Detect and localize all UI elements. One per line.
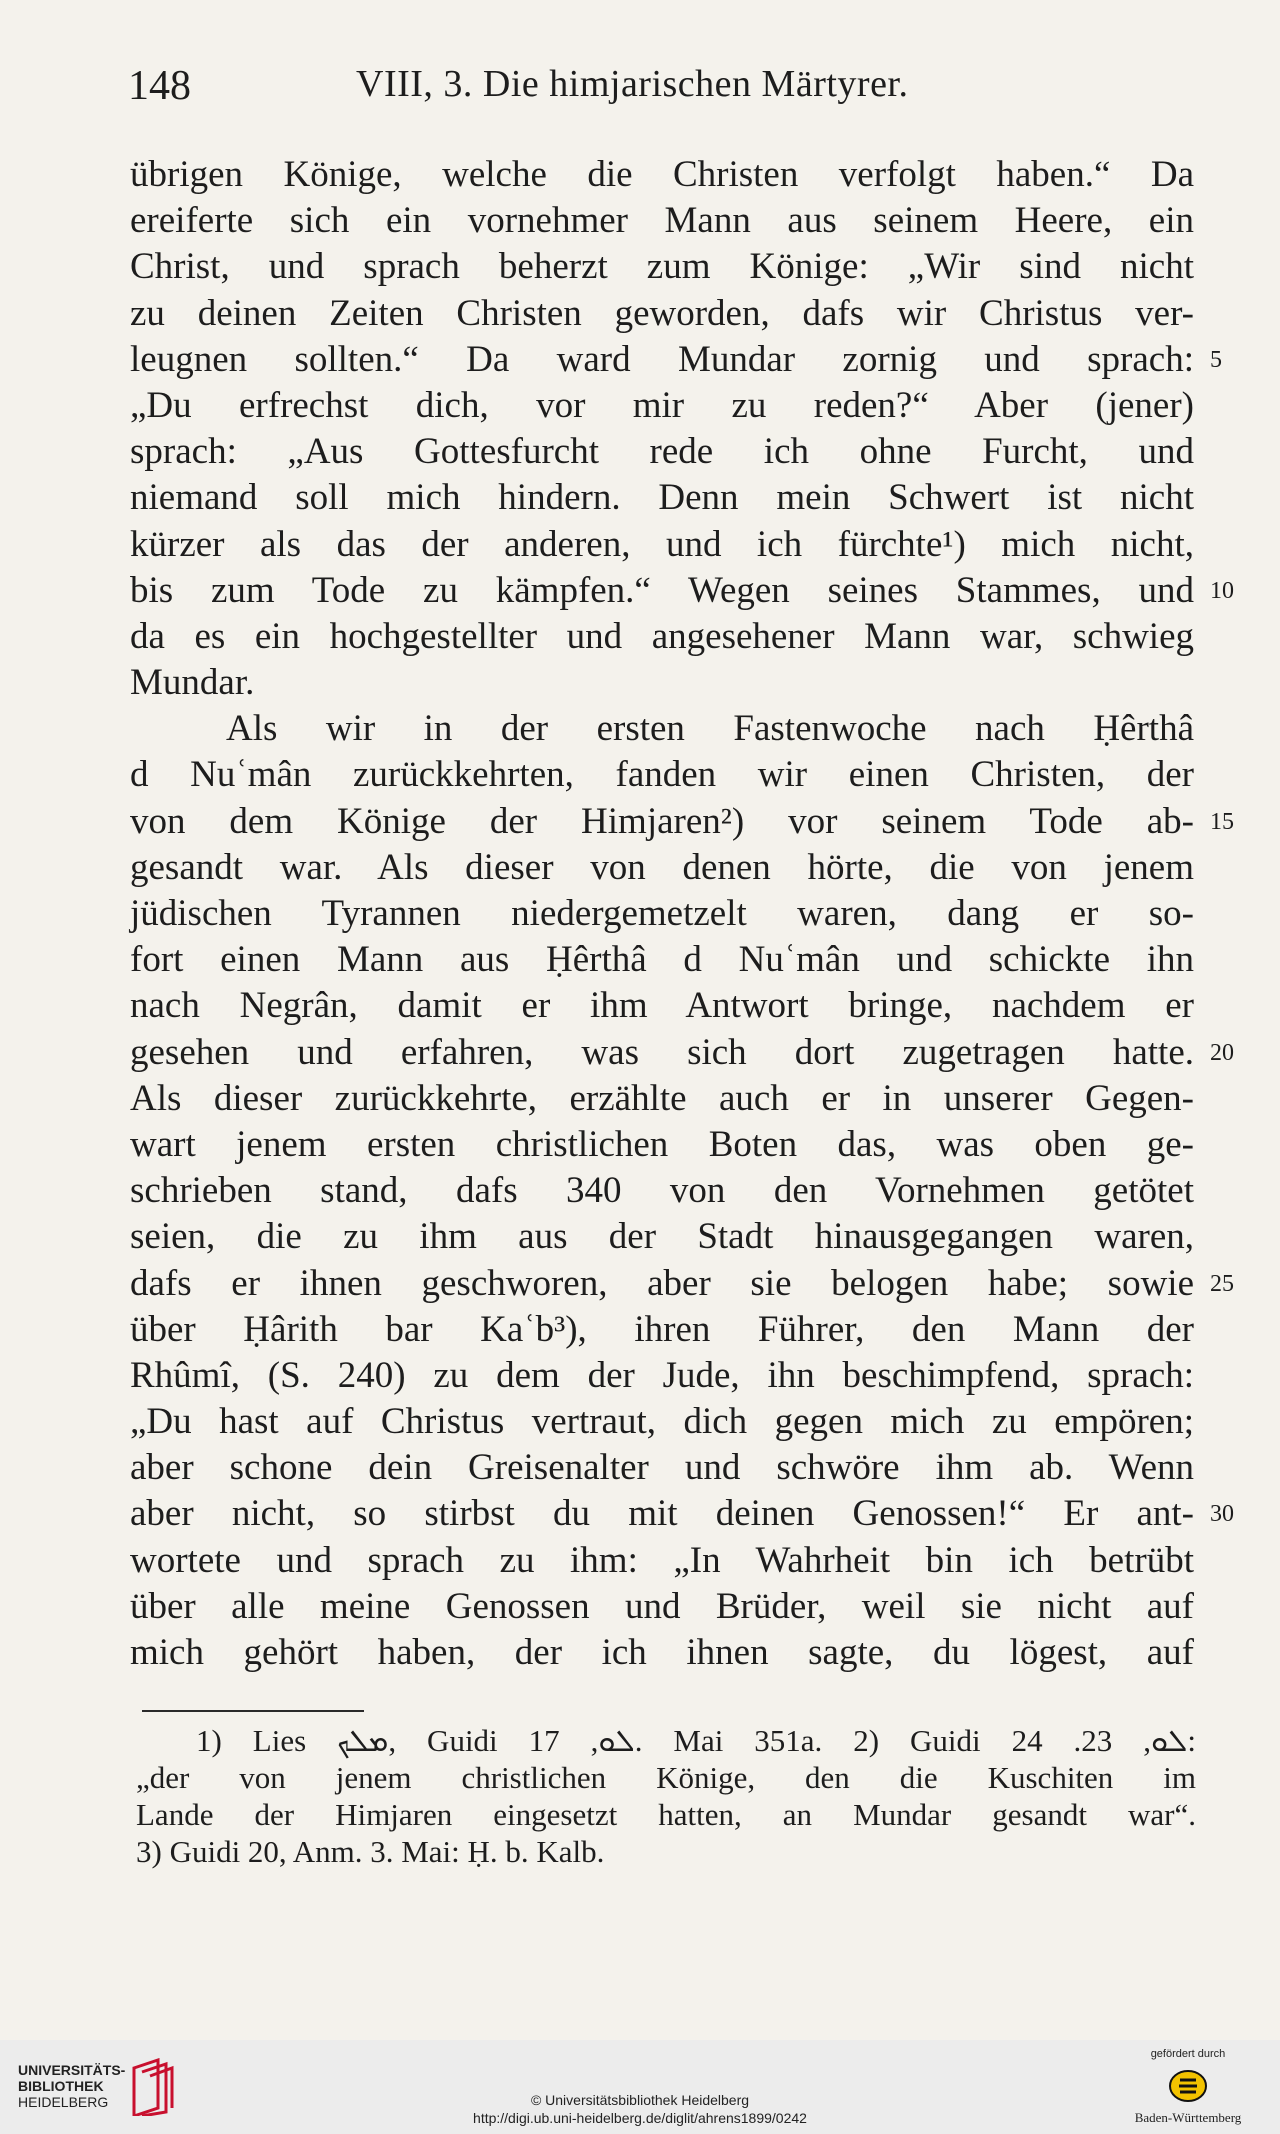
text-line xyxy=(130,152,1194,198)
text-line-content: fort einen Mann aus Ḥêrthâ d Nuʿmân und schickte ihn xyxy=(130,939,1194,981)
text-line xyxy=(130,660,1194,706)
text-line xyxy=(130,706,1194,752)
text-line xyxy=(130,198,1194,244)
text-line-content: mich gehört haben, der ich ihnen sagte, du lögest, auf xyxy=(130,1632,1194,1673)
text-line-content: Rhûmî, (S. 240) zu dem der Jude, ihn beschimpfend, sprach: xyxy=(130,1354,1194,1396)
footnote-line: Lande der Himjaren eingesetzt hatten, an Mundar gesandt war“. xyxy=(136,1797,1196,1832)
text-line xyxy=(130,1030,1234,1076)
footnote-line: „der von jenem christlichen Könige, den die Kuschiten im xyxy=(136,1760,1196,1795)
state-coat-of-arms-icon xyxy=(1168,2066,1208,2106)
text-line-content: leugnen sollten.“ Da ward Mundar zornig und sprach: xyxy=(130,338,1194,380)
text-line-content: gesandt war. Als dieser von denen hörte, die von jenem xyxy=(130,846,1194,888)
text-line xyxy=(130,1538,1194,1584)
text-line xyxy=(130,337,1222,383)
text-line xyxy=(130,522,1194,568)
text-line-content: aber schone dein Greisenalter und schwöre ihm ab. Wenn xyxy=(130,1447,1194,1489)
text-line xyxy=(130,1630,1194,1676)
text-line-content: dafs er ihnen geschworen, aber sie belogen habe; sowie xyxy=(130,1262,1194,1304)
digitization-footer xyxy=(0,2040,1280,2134)
text-line xyxy=(130,1307,1194,1353)
text-line-content: bis zum Tode zu kämpfen.“ Wegen seines Stammes, und xyxy=(130,569,1194,611)
permalink[interactable]: http://digi.ub.uni-heidelberg.de/diglit/ahrens1899/0242 xyxy=(473,2110,807,2126)
sponsor-name: Baden-Württemberg xyxy=(1134,2110,1242,2125)
text-line-content: seien, die zu ihm aus der Stadt hinausgegangen waren, xyxy=(130,1216,1194,1258)
text-line-content: zu deinen Zeiten Christen geworden, dafs wir Christus ver- xyxy=(130,292,1194,334)
text-line xyxy=(130,475,1194,521)
main-text xyxy=(130,152,1234,1676)
text-line xyxy=(130,383,1194,429)
footnote-line: 1) Lies ܡܠܟ, Guidi ܠܘ, 17. Mai 351a. 2) Guidi ܠܘ, 23. 24: xyxy=(196,1723,1196,1758)
text-line-content: aber nicht, so stirbst du mit deinen Genossen!“ Er ant- xyxy=(130,1493,1194,1535)
text-line xyxy=(130,937,1194,983)
footnote-line: 3) Guidi 20, Anm. 3. Mai: Ḥ. b. Kalb. xyxy=(136,1834,605,1869)
text-line-content: gesehen und erfahren, was sich dort zugetragen hatte. xyxy=(130,1031,1194,1073)
text-line-content: niemand soll mich hindern. Denn mein Schwert ist nicht xyxy=(130,477,1194,519)
text-line xyxy=(130,1168,1194,1214)
text-line xyxy=(130,1491,1234,1537)
text-line-content: Als dieser zurückkehrte, erzählte auch er in unserer Gegen- xyxy=(130,1077,1194,1119)
library-name-line3: HEIDELBERG xyxy=(18,2094,109,2110)
line-number: 20 xyxy=(1210,1039,1234,1066)
text-line xyxy=(130,891,1194,937)
text-line-content: wortete und sprach zu ihm: „In Wahrheit bin ich betrübt xyxy=(130,1539,1194,1581)
running-title: VIII, 3. Die himjarischen Märtyrer. xyxy=(356,63,909,105)
text-line xyxy=(130,1076,1194,1122)
text-line-content: Christ, und sprach beherzt zum Könige: „Wir sind nicht xyxy=(130,246,1194,288)
line-number: 25 xyxy=(1210,1270,1234,1297)
footnotes xyxy=(136,1722,1196,1870)
page-number: 148 xyxy=(128,63,191,109)
text-line-content: kürzer als das der anderen, und ich fürchte¹) mich nicht, xyxy=(130,523,1194,565)
text-line-content: nach Negrân, damit er ihm Antwort bringe, nachdem er xyxy=(130,985,1194,1027)
text-line xyxy=(130,1584,1194,1630)
text-line-content: schrieben stand, dafs 340 von den Vornehmen getötet xyxy=(130,1170,1194,1212)
text-line-content: über Ḥârith bar Kaʿb³), ihren Führer, den Mann der xyxy=(130,1308,1194,1350)
text-line-content: wart jenem ersten christlichen Boten das, was oben ge- xyxy=(130,1123,1194,1165)
line-number: 10 xyxy=(1210,577,1234,604)
text-line xyxy=(130,614,1194,660)
text-line-content: über alle meine Genossen und Brüder, weil sie nicht auf xyxy=(130,1585,1194,1627)
text-line xyxy=(130,1122,1194,1168)
copyright-notice: © Universitätsbibliothek Heidelberg xyxy=(530,2092,750,2108)
text-line xyxy=(130,291,1194,337)
text-line xyxy=(130,752,1194,798)
text-line-content: „Du erfrechst dich, vor mir zu reden?“ Aber (jener) xyxy=(130,384,1194,426)
text-line-content: da es ein hochgestellter und angesehener Mann war, schwieg xyxy=(130,615,1194,657)
text-line xyxy=(130,1353,1194,1399)
text-line xyxy=(130,1261,1234,1307)
line-number: 30 xyxy=(1210,1501,1234,1528)
text-line-content: Mundar. xyxy=(130,662,255,704)
text-line-content: ereiferte sich ein vornehmer Mann aus seinem Heere, ein xyxy=(130,200,1194,242)
text-line xyxy=(130,429,1194,475)
text-line-content: Als wir in der ersten Fastenwoche nach Ḥêrthâ xyxy=(226,708,1194,750)
library-name-line1: UNIVERSITÄTS- xyxy=(18,2062,126,2078)
text-line xyxy=(130,1214,1194,1260)
line-number: 15 xyxy=(1210,808,1234,835)
sponsor-block xyxy=(1118,2048,1258,2126)
text-line-content: von dem Könige der Himjaren²) vor seinem Tode ab- xyxy=(130,800,1194,842)
text-line-content: jüdischen Tyrannen niedergemetzelt waren, dang er so- xyxy=(130,893,1194,934)
text-line xyxy=(130,1399,1194,1445)
text-line xyxy=(130,244,1194,290)
line-number: 5 xyxy=(1210,346,1222,373)
text-line xyxy=(130,983,1194,1029)
text-line xyxy=(130,845,1194,891)
text-line xyxy=(130,1445,1194,1491)
page-header xyxy=(128,62,1192,122)
text-line xyxy=(130,568,1234,614)
text-line xyxy=(130,799,1234,845)
sponsor-label: gefördert durch xyxy=(1150,2048,1226,2060)
library-name-line2: BIBLIOTHEK xyxy=(18,2078,104,2094)
text-line-content: „Du hast auf Christus vertraut, dich gegen mich zu empören; xyxy=(130,1401,1194,1443)
text-line-content: sprach: „Aus Gottesfurcht rede ich ohne Furcht, und xyxy=(130,431,1194,473)
footnote-rule xyxy=(142,1710,364,1712)
text-line-content: übrigen Könige, welche die Christen verfolgt haben.“ Da xyxy=(130,154,1194,195)
text-line-content: d Nuʿmân zurückkehrten, fanden wir einen Christen, der xyxy=(130,754,1194,796)
